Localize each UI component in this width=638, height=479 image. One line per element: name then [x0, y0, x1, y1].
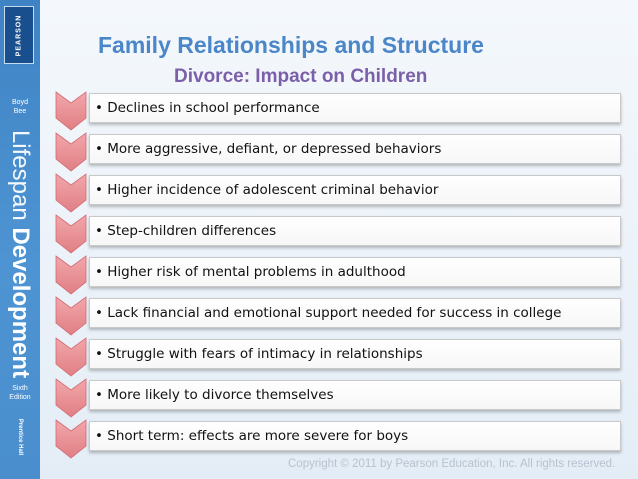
book-title-part2: Development [7, 227, 34, 379]
list-item [55, 173, 623, 213]
imprint [15, 412, 25, 462]
imprint-text: Prentice Hall [17, 418, 23, 456]
book-title [2, 129, 38, 379]
list-item-text: • Struggle with fears of intimacy in relationships [95, 346, 423, 362]
list-item-box [89, 421, 621, 451]
list-item-text: • Higher risk of mental problems in adulthood [95, 264, 406, 280]
list-item-text: • Declines in school performance [95, 100, 320, 116]
chevron-down-icon [55, 337, 87, 377]
slide-subtitle: Divorce: Impact on Children [174, 66, 428, 87]
list-item-box [89, 216, 621, 246]
list-item-box [89, 93, 621, 123]
pearson-logo [4, 6, 34, 64]
list-item [55, 214, 623, 254]
chevron-down-icon [55, 296, 87, 336]
book-edition [0, 384, 40, 402]
logo-text: PEARSON [15, 14, 23, 56]
chevron-down-icon [55, 173, 87, 213]
slide-title: Family Relationships and Structure [98, 32, 484, 58]
list-item [55, 419, 623, 459]
book-authors [0, 98, 40, 116]
list-item-box [89, 339, 621, 369]
list-item-box [89, 175, 621, 205]
author-name: Bee [13, 108, 27, 115]
list-item [55, 337, 623, 377]
list-item-text: • More aggressive, defiant, or depressed behaviors [95, 141, 442, 157]
edition-line: Sixth [12, 385, 28, 392]
chevron-down-icon [55, 91, 87, 131]
author-name: Boyd [12, 99, 28, 106]
edition-line: Edition [9, 394, 31, 401]
list-item-text: • Short term: effects are more severe for boys [95, 428, 409, 444]
chevron-down-icon [55, 419, 87, 459]
sidebar [0, 0, 40, 479]
chevron-down-icon [55, 132, 87, 172]
list-item [55, 91, 623, 131]
list-item-box [89, 257, 621, 287]
list-item-text: • More likely to divorce themselves [95, 387, 334, 403]
copyright-notice: Copyright © 2011 by Pearson Education, Inc. All rights reserved. [288, 458, 616, 470]
list-item [55, 255, 623, 295]
list-item-text: • Lack financial and emotional support needed for success in college [95, 305, 562, 321]
chevron-down-icon [55, 214, 87, 254]
book-title-part1: Lifespan [7, 129, 34, 228]
list-item-box [89, 298, 621, 328]
list-item [55, 296, 623, 336]
list-item-text: • Higher incidence of adolescent criminal behavior [95, 182, 439, 198]
list-item [55, 132, 623, 172]
list-item-box [89, 134, 621, 164]
list-item-text: • Step-children differences [95, 223, 277, 239]
chevron-down-icon [55, 255, 87, 295]
list-item-box [89, 380, 621, 410]
list-item [55, 378, 623, 418]
chevron-down-icon [55, 378, 87, 418]
